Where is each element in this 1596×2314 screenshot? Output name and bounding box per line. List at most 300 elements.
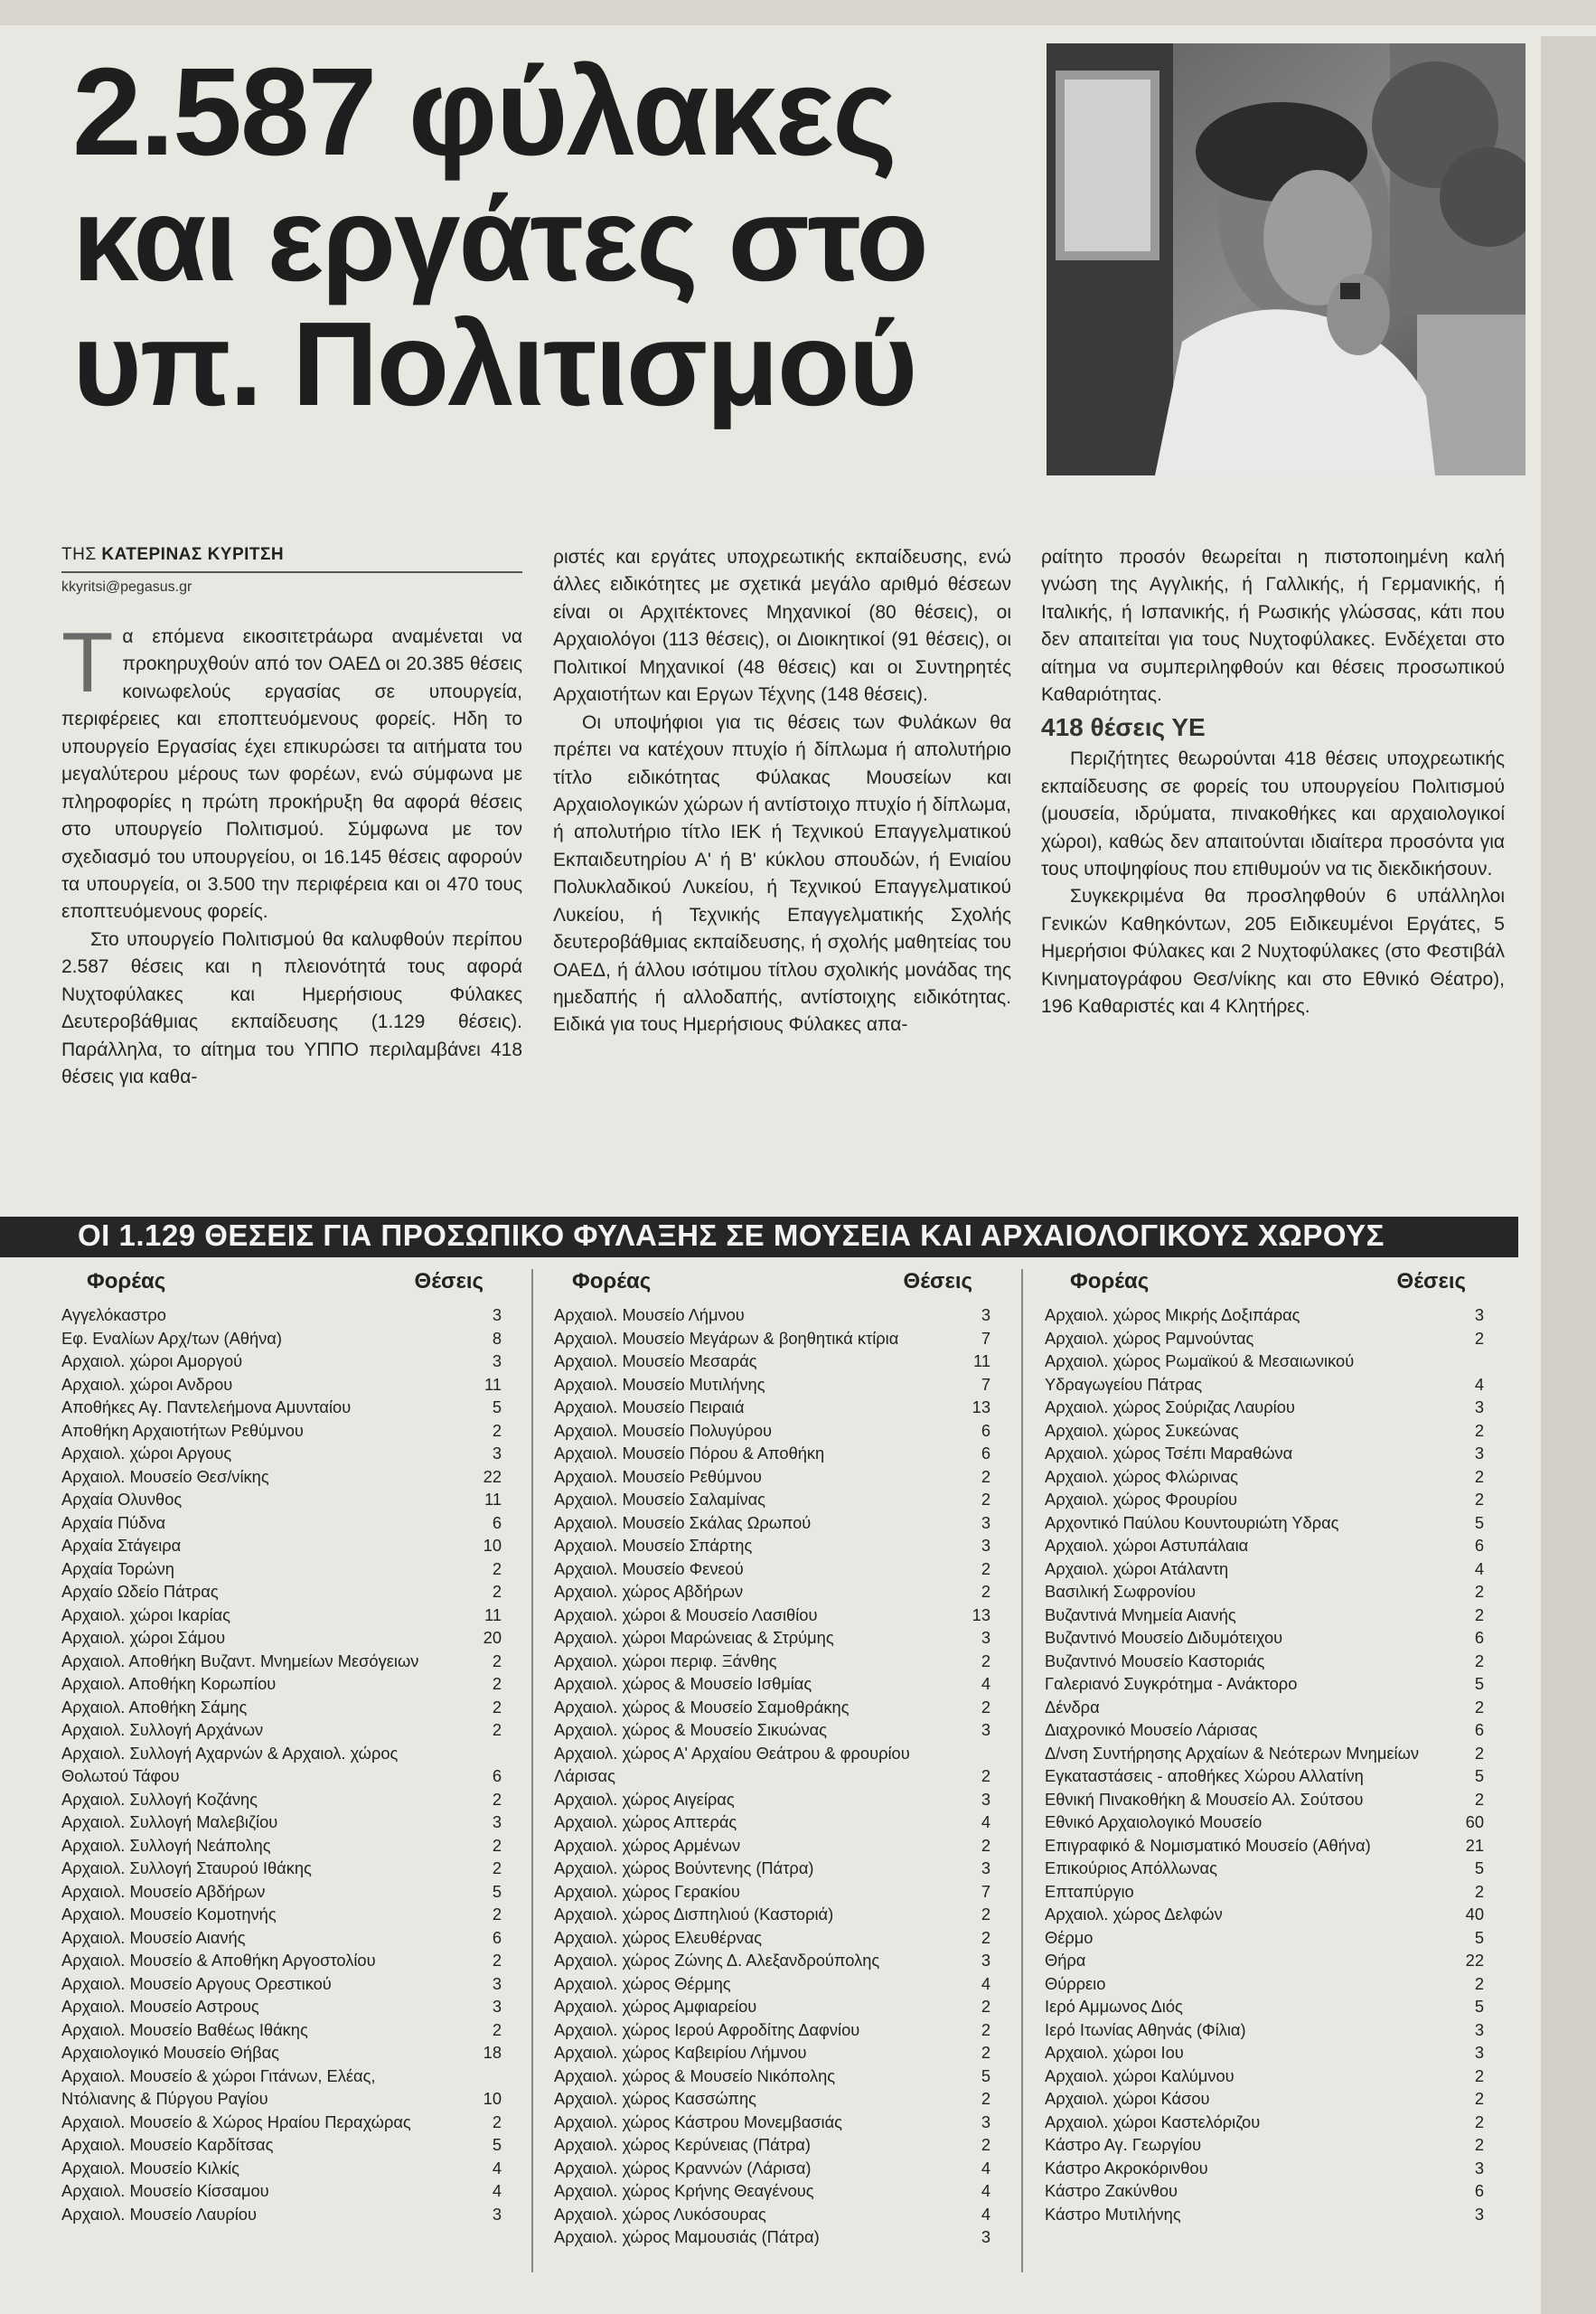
- positions-count: 3: [492, 1444, 502, 1463]
- organization-name: Αρχαιολ. χώρος Αβδήρων: [554, 1582, 744, 1601]
- table-column-3: [1045, 1269, 1484, 2225]
- table-row: [1045, 1303, 1484, 1327]
- author-name: ΚΑΤΕΡΙΝΑΣ ΚΥΡΙΤΣΗ: [101, 545, 285, 564]
- organization-name: Αρχαιολ. Μουσείο Λήμνου: [554, 1305, 745, 1324]
- table-row: [1045, 1604, 1484, 1627]
- positions-count: 7: [981, 1881, 990, 1901]
- organization-name: Κάστρο Μυτιλήνης: [1045, 2204, 1181, 2224]
- table-row: [554, 1696, 990, 1719]
- table-row: [1045, 1534, 1484, 1557]
- table-row: [1045, 1557, 1484, 1581]
- table-row: [554, 2018, 990, 2042]
- organization-name: Αρχαιολ. Μουσείο Πειραιά: [554, 1397, 745, 1416]
- organization-name: Αρχαιολ. Μουσείο Μυτιλήνης: [554, 1374, 765, 1394]
- organization-name: Αρχαιολ. χώρος & Μουσείο Ισθμίας: [554, 1674, 812, 1693]
- positions-count: 2: [1474, 1697, 1484, 1717]
- table-row: [554, 2087, 990, 2111]
- table-row: [61, 1465, 502, 1489]
- positions-count: 6: [1474, 1628, 1484, 1647]
- table-header: [554, 1269, 990, 1303]
- table-row: [1045, 1926, 1484, 1950]
- organization-name: Εγκαταστάσεις - αποθήκες Χώρου Αλλατίνη: [1045, 1766, 1364, 1785]
- positions-count: 2: [1474, 1466, 1484, 1486]
- table-row: [554, 2111, 990, 2134]
- positions-count: 2: [1474, 2135, 1484, 2154]
- table-row: [61, 1580, 502, 1604]
- organization-name: Αρχαιολ. χώρος Φρουρίου: [1045, 1490, 1238, 1509]
- table-header: [61, 1269, 502, 1303]
- organization-name: Αρχαιολ. χώρος & Μουσείο Σαμοθράκης: [554, 1697, 850, 1717]
- organization-name: Αρχαία Πύδνα: [61, 1512, 166, 1532]
- positions-count: 4: [981, 2181, 990, 2200]
- organization-name: Αρχαιολ. χώροι Αμοργού: [61, 1351, 243, 1370]
- paragraph: Περιζήτητες θεωρούνται 418 θέσεις υποχρεωτικής εκπαίδευσης σε φορείς του υπουργείου Πολιτισμού (μουσεία, ιδρύματα, πινακοθήκες και αρχαιολογικοί χώροι), καθώς δεν απαιτούνται ιδιαίτερα προσόντα για τους υποψηφίους που επιθυμούν να τις διεκδικήσουν.: [1041, 748, 1505, 880]
- table-row: [61, 1857, 502, 1880]
- organization-name: Αρχαιολ. χώροι Κάσου: [1045, 2089, 1210, 2108]
- positions-count: 2: [1474, 2112, 1484, 2131]
- organization-name: Αρχαιολ. χώρος & Μουσείο Σικυώνας: [554, 1720, 827, 1739]
- positions-count: 2: [492, 1674, 502, 1693]
- table-row: [554, 1903, 990, 1926]
- table-row: [61, 1419, 502, 1443]
- column-divider: [531, 1269, 533, 2272]
- paragraph: Στο υπουργείο Πολιτισμού θα καλυφθούν περίπου 2.587 θέσεις και η πλειονότητά τους αφορά Νυχτοφύλακες και Ημερήσιους Φύλακες Δευτεροβάθμιας εκπαίδευσης (1.129 θέσεις). Παράλληλα, το αίτημα του ΥΠΠΟ περιλαμβάνει 418 θέσεις για καθα-: [61, 928, 522, 1087]
- table-row: [1045, 2133, 1484, 2157]
- table-row: [61, 1880, 502, 1904]
- table-row: [554, 2179, 990, 2203]
- table-row: [554, 1811, 990, 1834]
- positions-count: 2: [981, 2043, 990, 2062]
- organization-name: Αρχαιολ. χώροι Ατάλαντη: [1045, 1558, 1229, 1578]
- byline: [61, 545, 522, 565]
- article-column-1: [61, 615, 522, 1091]
- table-row: [61, 1604, 502, 1627]
- positions-count: 11: [484, 1490, 502, 1509]
- positions-count: 3: [492, 1973, 502, 1993]
- table-row: [61, 1350, 502, 1373]
- organization-name: Αρχαίο Ωδείο Πάτρας: [61, 1582, 219, 1601]
- positions-count: 3: [981, 1512, 990, 1532]
- byline-divider: [61, 571, 522, 573]
- table-row: [554, 1373, 990, 1397]
- positions-count: 4: [981, 1973, 990, 1993]
- positions-count: 5: [1474, 1997, 1484, 2016]
- organization-name: Αρχαιολ. Μουσείο Σαλαμίνας: [554, 1490, 765, 1509]
- article-column-2: [553, 544, 1011, 1039]
- table-row: [61, 1557, 502, 1581]
- positions-count: 3: [981, 1789, 990, 1809]
- organization-name: Αρχαιολ. χώρος Φλώρινας: [1045, 1466, 1238, 1486]
- positions-count: 6: [492, 1927, 502, 1947]
- table-row: [61, 2179, 502, 2203]
- organization-name: Αγγελόκαστρο: [61, 1305, 166, 1324]
- positions-count: 2: [981, 2135, 990, 2154]
- organization-name: Αρχαιολ. Μουσείο Κίσσαμου: [61, 2181, 269, 2200]
- organization-name: Αρχαιολ. Μουσείο Πολυγύρου: [554, 1420, 773, 1440]
- positions-count: 3: [981, 2227, 990, 2246]
- positions-count: 2: [492, 1789, 502, 1809]
- positions-count: 3: [981, 1720, 990, 1739]
- positions-count: 5: [492, 2135, 502, 2154]
- positions-count: 21: [1465, 1835, 1484, 1855]
- table-row: [61, 1742, 502, 1788]
- table-row: [554, 1488, 990, 1511]
- organization-name: Εφ. Εναλίων Αρχ/των (Αθήνα): [61, 1328, 282, 1348]
- positions-count: 5: [1474, 1858, 1484, 1877]
- organization-name: Αρχαιολ. Συλλογή Αρχάνων: [61, 1720, 264, 1739]
- positions-count: 5: [492, 1397, 502, 1416]
- organization-name: Κάστρο Ζακύνθου: [1045, 2181, 1178, 2200]
- table-row: [554, 1396, 990, 1419]
- positions-count: 3: [981, 1951, 990, 1970]
- paragraph: Οι υποψήφιοι για τις θέσεις των Φυλάκων θα πρέπει να κατέχουν πτυχίο ή δίπλωμα ή απολυτήριο τίτλο ειδικότητας Φύλακας Μουσείων και Αρχαιολογικών χώρων ή αντίστοιχο πτυχίο ή δίπλωμα, ή απολυτήριο τίτλο ΙΕΚ ή Τεχνικού Επαγγελματικού Εκπαιδευτηρίου Α' ή Β' κύκλου σπουδών, ή Ενιαίου Πολυκλαδικού Λυκείου, ή Τεχνικού Επαγγελματικού Λυκείου, ή Τεχνικής Επαγγελματικής Σχολής δευτεροβάθμιας εκπαίδευσης, ή σχολής μαθητείας του ΟΑΕΔ, ή άλλου ισότιμου τίτλου σχολικής μονάδας της ημεδαπής ή αλλοδαπής, αντίστοιχης ειδικότητας. Ειδικά για τους Ημερήσιους Φύλακες απα-: [553, 711, 1011, 1036]
- positions-count: 2: [981, 1558, 990, 1578]
- organization-name: Αρχαιολ. χώρος Θέρμης: [554, 1973, 731, 1993]
- table-row: [554, 1534, 990, 1557]
- organization-name: Αρχαιολ. χώρος Ιερού Αφροδίτης Δαφνίου: [554, 2019, 860, 2039]
- organization-name: Αρχαιολ. χώροι Καστελόριζου: [1045, 2112, 1261, 2131]
- table-row: [554, 1788, 990, 1811]
- organization-name: Αρχαιολ. Μουσείο Καρδίτσας: [61, 2135, 274, 2154]
- table-row: [554, 1580, 990, 1604]
- table-row: [554, 1303, 990, 1327]
- organization-name: Αρχαιολ. Μουσείο Σπάρτης: [554, 1536, 753, 1555]
- table-row: [1045, 1811, 1484, 1834]
- table-row: [554, 1327, 990, 1350]
- organization-name: Αρχαιολ. Συλλογή Κοζάνης: [61, 1789, 258, 1809]
- organization-name: Αρχαία Τορώνη: [61, 1558, 174, 1578]
- table-row: [61, 1373, 502, 1397]
- article-photo: [1047, 43, 1526, 475]
- organization-name: Αρχαιολ. Μουσείο Κιλκίς: [61, 2158, 239, 2178]
- table-row: [554, 2133, 990, 2157]
- table-row: [554, 1880, 990, 1904]
- organization-name: Αρχαιολ. Μουσείο Πόρου & Αποθήκη: [554, 1444, 825, 1463]
- header-positions: Θέσεις: [1396, 1269, 1466, 1293]
- organization-name: Αρχαιολ. χώρος Βούντενης (Πάτρα): [554, 1858, 814, 1877]
- organization-name: Αρχαία Ολυνθος: [61, 1490, 183, 1509]
- positions-count: 2: [492, 1651, 502, 1670]
- table-row: [554, 1834, 990, 1858]
- organization-name: Αρχαιολ. χώρος Αμφιαρείου: [554, 1997, 757, 2016]
- positions-count: 3: [1474, 1305, 1484, 1324]
- table-row: [61, 2203, 502, 2226]
- organization-name: Θήρα: [1045, 1951, 1086, 1970]
- positions-count: 2: [1474, 1328, 1484, 1348]
- positions-count: 2: [492, 1720, 502, 1739]
- header-organization: Φορέας: [87, 1269, 166, 1293]
- positions-count: 2: [981, 1927, 990, 1947]
- header-organization: Φορέας: [1070, 1269, 1150, 1293]
- organization-name: Αρχαιολ. χώρος Δελφών: [1045, 1905, 1223, 1924]
- positions-count: 7: [981, 1328, 990, 1348]
- table-row: [1045, 1350, 1484, 1396]
- organization-name: Αρχαιολ. χώρος & Μουσείο Νικόπολης: [554, 2065, 836, 2085]
- table-row: [554, 1604, 990, 1627]
- organization-name: Βυζαντινό Μουσείο Διδυμότειχου: [1045, 1628, 1283, 1647]
- table-row: [61, 1696, 502, 1719]
- positions-count: 2: [492, 1858, 502, 1877]
- positions-count: 2: [1474, 1604, 1484, 1624]
- table-row: [1045, 1511, 1484, 1535]
- table-row: [1045, 1672, 1484, 1696]
- headline-line-1: 2.587 φύλακες: [72, 42, 896, 182]
- table-row: [61, 1811, 502, 1834]
- organization-name: Αρχαιολ. χώρος Κερύνειας (Πάτρα): [554, 2135, 811, 2154]
- table-row: [554, 1742, 990, 1788]
- organization-name: Αρχαιολ. Μουσείο Λαυρίου: [61, 2204, 257, 2224]
- table-row: [61, 2111, 502, 2134]
- table-column-1: [61, 1269, 502, 2225]
- table-column-2: [554, 1269, 990, 2249]
- organization-name: Αρχαιολ. χώρος Μικρής Δοξιπάρας: [1045, 1305, 1300, 1324]
- organization-name: Αρχαιολ. χώροι Ανδρου: [61, 1374, 233, 1394]
- organization-name: Αρχαιολ. Συλλογή Αχαρνών & Αρχαιολ. χώρος Θολωτού Τάφου: [61, 1743, 399, 1785]
- table-header: [1045, 1269, 1484, 1303]
- positions-count: 6: [981, 1444, 990, 1463]
- organization-name: Κάστρο Ακροκόρινθου: [1045, 2158, 1208, 2178]
- table-row: [554, 1949, 990, 1972]
- organization-name: Ιερό Ιτωνίας Αθηνάς (Φίλια): [1045, 2019, 1246, 2039]
- positions-count: 6: [1474, 1536, 1484, 1555]
- table-row: [1045, 1880, 1484, 1904]
- table-rows: [1045, 1303, 1484, 2225]
- organization-name: Αρχαιολ. χώρος Γερακίου: [554, 1881, 740, 1901]
- positions-count: 2: [492, 1420, 502, 1440]
- positions-count: 2: [981, 1697, 990, 1717]
- positions-count: 2: [492, 2112, 502, 2131]
- organization-name: Αρχαιολ. Μουσείο Βαθέως Ιθάκης: [61, 2019, 308, 2039]
- table-row: [61, 2065, 502, 2111]
- organization-name: Αρχαιολ. Μουσείο Ρεθύμνου: [554, 1466, 762, 1486]
- table-row: [1045, 2018, 1484, 2042]
- headline: [72, 42, 1021, 430]
- organization-name: Αποθήκες Αγ. Παντελεήμονα Αμυνταίου: [61, 1397, 352, 1416]
- positions-count: 2: [492, 1558, 502, 1578]
- positions-count: 3: [981, 2112, 990, 2131]
- article-column-3: [1041, 544, 1505, 1021]
- positions-count: 2: [981, 1651, 990, 1670]
- organization-name: Διαχρονικό Μουσείο Λάρισας: [1045, 1720, 1258, 1739]
- positions-count: 5: [1474, 1927, 1484, 1947]
- positions-count: 18: [483, 2043, 502, 2062]
- table-row: [1045, 1903, 1484, 1926]
- paragraph: ραίτητο προσόν θεωρείται η πιστοποιημένη καλή γνώση της Αγγλικής, ή Γαλλικής, ή Γερμανικής, ή Ιταλικής, ή Ισπανικής, ή Ρωσικής γλώσσας, κάτι που δεν απαιτείται για τους Νυχτοφύλακες. Ενδέχεται στο αίτημα να συμπεριληφθούν και θέσεις προσωπικού Καθαριότητας.: [1041, 547, 1505, 706]
- organization-name: Αρχαιολ. Μουσείο Φενεού: [554, 1558, 744, 1578]
- positions-count: 2: [981, 2089, 990, 2108]
- table-row: [554, 1465, 990, 1489]
- positions-count: 5: [1474, 1674, 1484, 1693]
- table-row: [554, 1995, 990, 2018]
- table-row: [61, 1788, 502, 1811]
- table-row: [61, 1650, 502, 1673]
- positions-count: 22: [1465, 1951, 1484, 1970]
- adjacent-page-edge: [1541, 36, 1596, 2314]
- positions-count: 2: [981, 2019, 990, 2039]
- paragraph: ριστές και εργάτες υποχρεωτικής εκπαίδευσης, ενώ άλλες ειδικότητες με σχετικά μεγάλο αριθμό θέσεων είναι οι Αρχιτέκτονες Μηχανικοί (80 θέσεις), οι Αρχαιολόγοι (113 θέσεις), οι Διοικητικοί (91 θέσεις), οι Πολιτικοί Μηχανικοί (48 θέσεις) και οι Συντηρητές Αρχαιοτήτων και Εργων Τέχνης (148 θέσεις).: [553, 547, 1011, 706]
- positions-count: 2: [1474, 1743, 1484, 1763]
- author-email: kkyritsi@pegasus.gr: [61, 579, 192, 595]
- positions-count: 2: [1474, 1582, 1484, 1601]
- organization-name: Αρχαιολ. χώρος Κασσώπης: [554, 2089, 756, 2108]
- organization-name: Αρχαιολ. Μουσείο Σκάλας Ωρωπού: [554, 1512, 812, 1532]
- organization-name: Αρχαιολ. χώρος Ζώνης Δ. Αλεξανδρούπολης: [554, 1951, 880, 1970]
- headline-line-2: [72, 173, 1021, 306]
- table-row: [61, 1972, 502, 1996]
- column-divider: [1021, 1269, 1023, 2272]
- table-row: [1045, 2203, 1484, 2226]
- organization-name: Αρχαιολ. Μουσείο & χώροι Γιτάνων, Ελέας, Ντόλιανης & Πύργου Ραγίου: [61, 2065, 376, 2108]
- table-row: [61, 1511, 502, 1535]
- positions-count: 2: [492, 1835, 502, 1855]
- paragraph: Συγκεκριμένα θα προσληφθούν 6 υπάλληλοι Γενικών Καθηκόντων, 205 Ειδικευμένοι Εργάτες, 5 Ημερήσιοι Φύλακες και 2 Νυχτοφύλακες (στο Φεστιβάλ Κινηματογράφου Θεσ/νίκης και στο Εθνικό Θέατρο), 196 Καθαριστές και 4 Κλητήρες.: [1041, 886, 1505, 1018]
- table-row: [1045, 1396, 1484, 1419]
- table-row: [1045, 1442, 1484, 1465]
- table-row: [61, 1834, 502, 1858]
- organization-name: Αρχαιολ. χώρος Τσέπι Μαραθώνα: [1045, 1444, 1293, 1463]
- organization-name: Αρχαιολ. Συλλογή Νεάπολης: [61, 1835, 271, 1855]
- positions-count: 3: [492, 1997, 502, 2016]
- table-row: [554, 1972, 990, 1996]
- positions-count: 2: [1474, 2065, 1484, 2085]
- positions-count: 2: [1474, 1973, 1484, 1993]
- positions-count: 3: [492, 1812, 502, 1831]
- table-row: [554, 1511, 990, 1535]
- organization-name: Αρχαιολ. χώρος Λυκόσουρας: [554, 2204, 766, 2224]
- organization-name: Αρχαιολ. χώρος Ελευθέρνας: [554, 1927, 762, 1947]
- paragraph: [61, 615, 522, 927]
- positions-count: 2: [1474, 1490, 1484, 1509]
- positions-count: 3: [1474, 2158, 1484, 2178]
- positions-count: 2: [981, 1905, 990, 1924]
- organization-name: Αρχαιολ. Μουσείο Μεσαράς: [554, 1351, 757, 1370]
- paragraph-text: α επόμενα εικοσιτετράωρα αναμένεται να προκηρυχθούν από τον ΟΑΕΔ οι 20.385 θέσεις κοινωφελούς εργασίας σε υπουργεία, περιφέρειες και εποπτευόμενους φορείς. Ηδη το υπουργείο Εργασίας έχει επικυρώσει τα αιτήματα του μεγαλύτερου μέρους των φορέων, ενώ σύμφωνα με πληροφορίες η πρώτη προκήρυξη θα αφορά θέσεις στο υπουργείο Πολιτισμού. Σύμφωνα με τον σχεδιασμό του υπουργείου, οι 16.145 θέσεις αφορούν τα υπουργεία, οι 3.500 την περιφέρεια και οι 470 τους εποπτευόμενους φορείς.: [61, 626, 522, 923]
- positions-count: 2: [492, 1582, 502, 1601]
- organization-name: Αρχαιολ. Μουσείο & Αποθήκη Αργοστολίου: [61, 1951, 376, 1970]
- positions-count: 2: [981, 1490, 990, 1509]
- organization-name: Αρχαιολ. Συλλογή Μαλεβιζίου: [61, 1812, 278, 1831]
- table-row: [1045, 1949, 1484, 1972]
- organization-name: Αρχαιολ. Μουσείο Αργους Ορεστικού: [61, 1973, 332, 1993]
- table-row: [554, 1419, 990, 1443]
- header-positions: Θέσεις: [903, 1269, 972, 1293]
- organization-name: Κάστρο Αγ. Γεωργίου: [1045, 2135, 1202, 2154]
- positions-count: 11: [484, 1604, 502, 1624]
- organization-name: Αρχαιολ. Μουσείο & Χώρος Ηραίου Περαχώρας: [61, 2112, 411, 2131]
- organization-name: Επταπύργιο: [1045, 1881, 1134, 1901]
- table-row: [554, 2225, 990, 2249]
- table-row: [554, 1650, 990, 1673]
- positions-count: 5: [981, 2065, 990, 2085]
- top-strip: [0, 0, 1596, 25]
- organization-name: Αρχαιολ. χώρος Απτεράς: [554, 1812, 737, 1831]
- table-row: [61, 2018, 502, 2042]
- table-row: [1045, 1718, 1484, 1742]
- positions-count: 4: [492, 2181, 502, 2200]
- organization-name: Δ/νση Συντήρησης Αρχαίων & Νεότερων Μνημείων: [1045, 1743, 1419, 1763]
- organization-name: Αρχαιολ. Αποθήκη Κορωπίου: [61, 1674, 277, 1693]
- organization-name: Θέρμο: [1045, 1927, 1094, 1947]
- table-row: [1045, 1650, 1484, 1673]
- positions-count: 11: [973, 1351, 990, 1370]
- organization-name: Βυζαντινά Μνημεία Αιανής: [1045, 1604, 1236, 1624]
- table-row: [61, 1995, 502, 2018]
- table-row: [1045, 2041, 1484, 2065]
- positions-count: 3: [492, 1305, 502, 1324]
- positions-count: 2: [981, 1582, 990, 1601]
- headline-line-2-bold: και εργάτες: [72, 173, 697, 306]
- positions-count: 4: [981, 1674, 990, 1693]
- organization-name: Αρχαιολ. Μουσείο Μεγάρων & βοηθητικά κτίρια: [554, 1328, 899, 1348]
- table-rows: [554, 1303, 990, 2249]
- positions-count: 13: [972, 1604, 990, 1624]
- positions-count: 5: [1474, 1766, 1484, 1785]
- header-organization: Φορέας: [572, 1269, 652, 1293]
- table-row: [1045, 1696, 1484, 1719]
- table-row: [1045, 1834, 1484, 1858]
- table-row: [61, 1327, 502, 1350]
- table-row: [1045, 1857, 1484, 1880]
- positions-count: 7: [981, 1374, 990, 1394]
- organization-name: Αρχαιολ. Μουσείο Αβδήρων: [61, 1881, 266, 1901]
- positions-count: 8: [492, 1328, 502, 1348]
- table-row: [554, 1626, 990, 1650]
- organization-name: Αρχαιολ. χώρος Αιγείρας: [554, 1789, 735, 1809]
- photo-man-eating-image: [1047, 43, 1526, 475]
- positions-count: 2: [981, 1766, 990, 1785]
- positions-count: 2: [981, 1466, 990, 1486]
- table-row: [554, 1557, 990, 1581]
- organization-name: Αρχαιολ. Μουσείο Θεσ/νίκης: [61, 1466, 269, 1486]
- table-row: [554, 2065, 990, 2088]
- table-row: [61, 1303, 502, 1327]
- positions-count: 3: [1474, 2043, 1484, 2062]
- byline-prefix: ΤΗΣ: [61, 545, 102, 564]
- table-row: [554, 1442, 990, 1465]
- positions-count: 6: [492, 1766, 502, 1785]
- table-row: [554, 1672, 990, 1696]
- organization-name: Αρχαιολ. χώρος Αρμένων: [554, 1835, 741, 1855]
- subheading: 418 θέσεις ΥΕ: [1041, 712, 1206, 741]
- table-row: [61, 1396, 502, 1419]
- organization-name: Αρχαιολ. χώροι Μαρώνειας & Στρύμης: [554, 1628, 834, 1647]
- positions-count: 3: [1474, 1397, 1484, 1416]
- table-row: [1045, 1626, 1484, 1650]
- table-row: [554, 1926, 990, 1950]
- organization-name: Βυζαντινό Μουσείο Καστοριάς: [1045, 1651, 1265, 1670]
- organization-name: Αρχαιολ. χώροι Καλύμνου: [1045, 2065, 1235, 2085]
- organization-name: Αρχαιολ. χώρος Α' Αρχαίου Θεάτρου & φρουρίου Λάρισας: [554, 1743, 910, 1785]
- table-row: [1045, 1972, 1484, 1996]
- table-row: [61, 1672, 502, 1696]
- table-row: [1045, 2111, 1484, 2134]
- organization-name: Γαλεριανό Συγκρότημα - Ανάκτορο: [1045, 1674, 1298, 1693]
- table-row: [61, 1488, 502, 1511]
- table-row: [1045, 2065, 1484, 2088]
- positions-count: 2: [492, 1697, 502, 1717]
- positions-count: 3: [492, 1351, 502, 1370]
- table-row: [61, 1903, 502, 1926]
- table-row: [61, 1442, 502, 1465]
- organization-name: Αρχαιολ. χώρος Μαμουσιάς (Πάτρα): [554, 2227, 820, 2246]
- organization-name: Αρχαιολ. Μουσείο Αιανής: [61, 1927, 246, 1947]
- organization-name: Εθνική Πινακοθήκη & Μουσείο Αλ. Σούτσου: [1045, 1789, 1364, 1809]
- organization-name: Αρχαιολ. χώροι Ιου: [1045, 2043, 1184, 2062]
- organization-name: Βασιλική Σωφρονίου: [1045, 1582, 1197, 1601]
- organization-name: Αρχαιολ. χώροι Σάμου: [61, 1628, 226, 1647]
- positions-count: 4: [981, 2204, 990, 2224]
- organization-name: Αρχοντικό Παύλου Κουντουριώτη Υδρας: [1045, 1512, 1339, 1532]
